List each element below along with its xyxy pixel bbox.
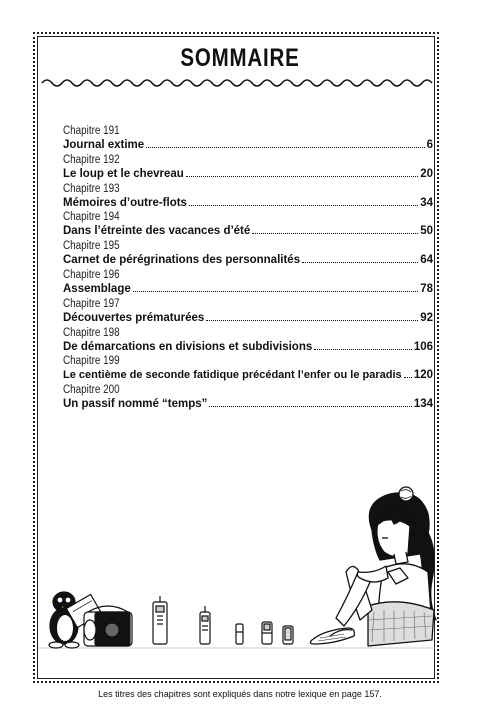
page-number: 34 xyxy=(420,196,433,209)
girl-figure xyxy=(310,487,436,646)
smartphone-icon xyxy=(283,626,293,644)
page-number: 78 xyxy=(420,282,433,295)
page-number: 6 xyxy=(426,139,433,151)
chapter-title: Dans l’étreinte des vacances d’été xyxy=(63,225,251,238)
page-number: 20 xyxy=(420,167,433,180)
page-number: 64 xyxy=(420,254,433,267)
chapter-number: Chapitre 198 xyxy=(63,326,120,339)
chapter-title: Un passif nommé “temps” xyxy=(63,398,208,411)
chapter-number: Chapitre 192 xyxy=(63,153,120,166)
chapter-title: Journal extime xyxy=(63,139,145,151)
page-title: SOMMAIRE xyxy=(180,44,300,72)
flip-phone-icon xyxy=(262,622,272,644)
chapter-number: Chapitre 196 xyxy=(63,268,120,281)
chapter-number: Chapitre 195 xyxy=(63,240,120,253)
chapter-title: Assemblage xyxy=(63,282,131,295)
chapter-number: Chapitre 199 xyxy=(63,355,120,368)
chapter-number: Chapitre 200 xyxy=(63,384,120,397)
page-number: 106 xyxy=(413,340,433,353)
chapter-number: Chapitre 197 xyxy=(63,297,120,310)
chapter-number: Chapitre 194 xyxy=(63,211,120,224)
page-number: 50 xyxy=(420,225,433,238)
brick-phone-icon xyxy=(153,596,167,644)
mini-phone-icon xyxy=(236,624,243,644)
chapter-number: Chapitre 193 xyxy=(63,182,120,195)
chapter-title: Le centième de seconde fatidique précédant l’enfer ou le paradis xyxy=(63,369,402,382)
cell-phone-icon xyxy=(200,606,210,644)
chapter-title: Découvertes prématurées xyxy=(63,311,205,324)
chapter-title: De démarcations en divisions et subdivisions xyxy=(63,340,313,353)
chapter-title: Mémoires d’outre-flots xyxy=(63,196,187,209)
chapter-title: Carnet de pérégrinations des personnalités xyxy=(63,254,301,267)
chapter-title: Le loup et le chevreau xyxy=(63,167,184,180)
page-number: 120 xyxy=(413,369,433,382)
page-number: 92 xyxy=(420,311,433,324)
bag-object xyxy=(84,606,132,646)
chapter-number: Chapitre 191 xyxy=(63,125,120,137)
footer-note: Les titres des chapitres sont expliqués dans notre lexique en page 157. xyxy=(98,689,382,699)
page-number: 134 xyxy=(413,398,433,411)
